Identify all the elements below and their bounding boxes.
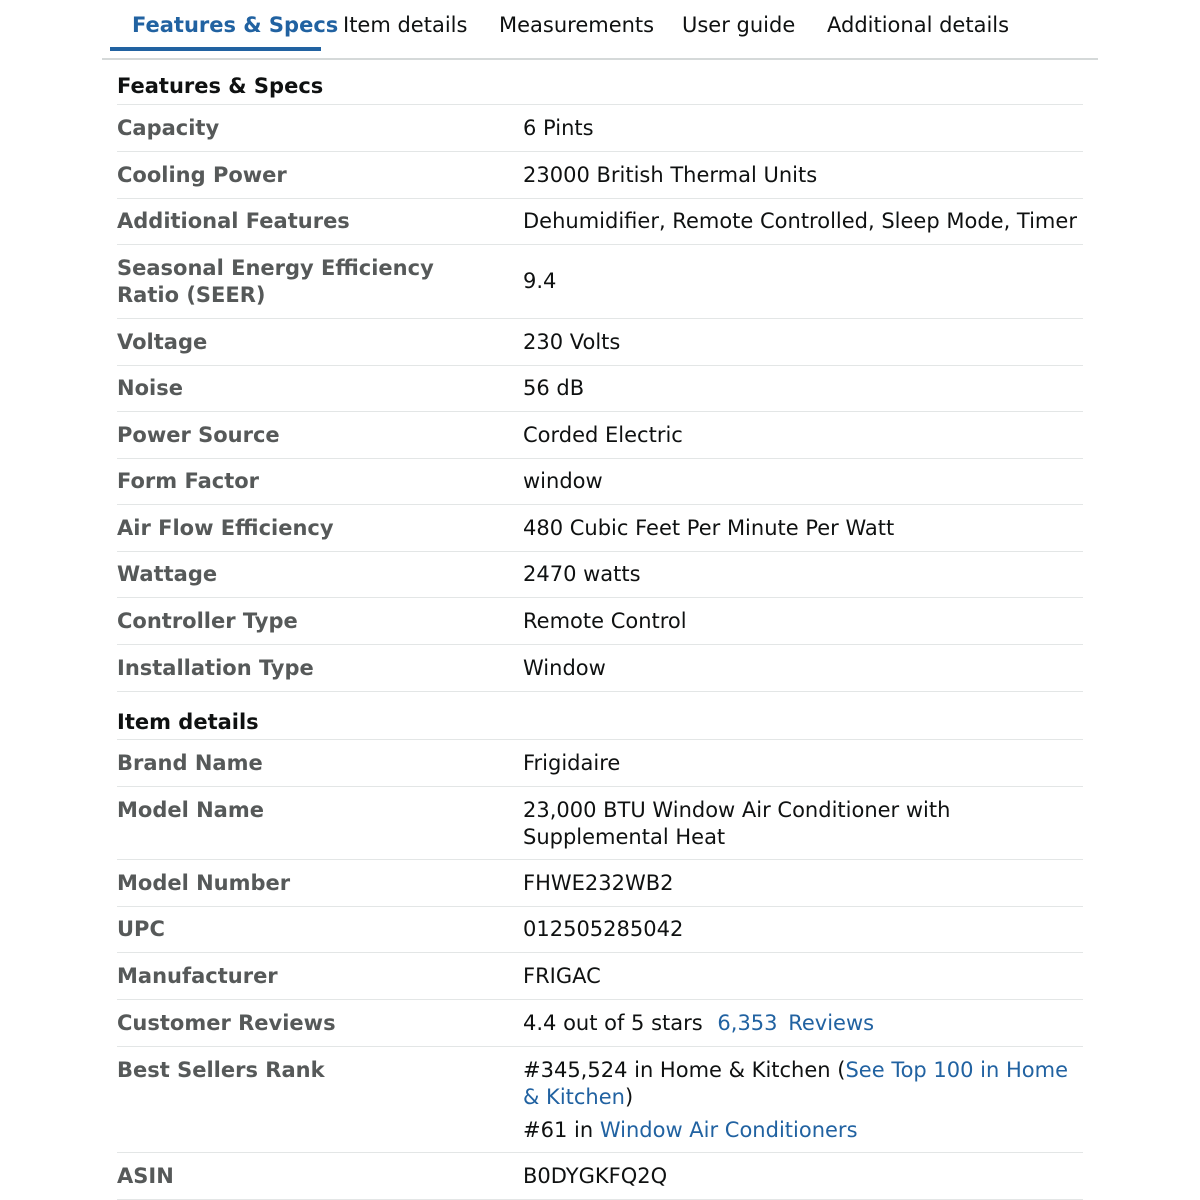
detail-row (117, 787, 1083, 860)
spec-value: Remote Control (523, 608, 687, 633)
rank-text: ) (624, 1085, 634, 1109)
see-top-100-link[interactable]: See Top 100 in Home & Kitchen (523, 1058, 1069, 1109)
spec-row (117, 459, 1083, 505)
detail-value: FHWE232WB2 (523, 870, 674, 895)
detail-row (117, 740, 1083, 787)
spec-row (117, 319, 1083, 366)
tab-measurements[interactable]: Measurements (499, 13, 655, 37)
detail-label: Best Sellers Rank (117, 1058, 325, 1082)
detail-label: UPC (117, 917, 165, 941)
spec-label: Cooling Power (117, 162, 287, 187)
best-sellers-rank-row (117, 1047, 1083, 1153)
spec-value: window (523, 469, 603, 493)
spec-value: Corded Electric (523, 422, 683, 447)
detail-value: FRIGAC (523, 963, 601, 988)
reviews-link[interactable]: Reviews (788, 1010, 875, 1035)
rank-line-window-ac (523, 1117, 1083, 1144)
spec-value: Window (523, 655, 606, 680)
spec-label: Additional Features (117, 209, 350, 233)
specs-content (117, 60, 1083, 1200)
spec-value: 56 dB (523, 376, 585, 400)
spec-label: Noise (117, 376, 183, 400)
detail-label: Manufacturer (117, 963, 278, 988)
spec-value: Dehumidifier, Remote Controlled, Sleep Mode, Timer (523, 209, 1077, 233)
detail-label: ASIN (117, 1163, 174, 1188)
spec-row (117, 412, 1083, 459)
spec-row (117, 199, 1083, 245)
rank-text: #345,524 in Home & Kitchen ( (523, 1058, 846, 1082)
spec-row (117, 598, 1083, 645)
spec-row (117, 505, 1083, 552)
spec-label: Air Flow Efficiency (117, 515, 334, 540)
rating-text: 4.4 out of 5 stars (523, 1010, 703, 1035)
spec-row (117, 245, 1083, 319)
spec-label: Controller Type (117, 608, 298, 633)
spec-value: 2470 watts (523, 562, 641, 586)
spec-row (117, 366, 1083, 412)
spec-row (117, 152, 1083, 199)
spec-label: Installation Type (117, 655, 314, 680)
spec-label: Voltage (117, 329, 208, 354)
tab-bar (102, 0, 1098, 60)
spec-label: Power Source (117, 422, 280, 447)
rank-text: #61 in (523, 1118, 600, 1142)
spec-label: Seasonal Energy Efficiency Ratio (SEER) (117, 255, 434, 307)
spec-row (117, 645, 1083, 692)
spec-label: Capacity (117, 115, 220, 140)
detail-value (523, 1057, 1083, 1144)
tab-item-details[interactable]: Item details (343, 13, 468, 37)
detail-row (117, 860, 1083, 907)
spec-label: Form Factor (117, 469, 260, 493)
customer-reviews-row (117, 1000, 1083, 1047)
detail-label: Model Name (117, 798, 264, 822)
detail-value: 23,000 BTU Window Air Conditioner with Supplemental Heat (523, 798, 951, 849)
detail-row (117, 1153, 1083, 1200)
detail-value: B0DYGKFQ2Q (523, 1163, 668, 1188)
spec-row (117, 552, 1083, 598)
detail-row (117, 953, 1083, 1000)
spec-value: 9.4 (523, 269, 557, 293)
spec-value: 230 Volts (523, 329, 621, 354)
spec-label: Wattage (117, 562, 218, 586)
tab-additional-details[interactable]: Additional details (827, 13, 1010, 37)
review-count-link[interactable]: 6,353 (717, 1010, 778, 1035)
detail-value (523, 1010, 1083, 1037)
tab-features-specs[interactable]: Features & Specs (132, 13, 339, 37)
section-title-item-details: Item details (117, 692, 1083, 740)
detail-value: Frigidaire (523, 750, 621, 775)
section-title-features-specs: Features & Specs (117, 60, 1083, 105)
active-tab-indicator (110, 47, 321, 51)
detail-value: 012505285042 (523, 917, 684, 941)
detail-label: Brand Name (117, 750, 263, 775)
spec-value: 23000 British Thermal Units (523, 162, 818, 187)
spec-row (117, 105, 1083, 152)
window-air-conditioners-link[interactable]: Window Air Conditioners (599, 1118, 858, 1142)
spec-value: 6 Pints (523, 115, 594, 140)
detail-label: Model Number (117, 870, 291, 895)
detail-row (117, 907, 1083, 953)
detail-label: Customer Reviews (117, 1010, 336, 1035)
spec-value: 480 Cubic Feet Per Minute Per Watt (523, 515, 895, 540)
tab-user-guide[interactable]: User guide (682, 13, 796, 37)
rank-line-home-kitchen (523, 1057, 1083, 1111)
